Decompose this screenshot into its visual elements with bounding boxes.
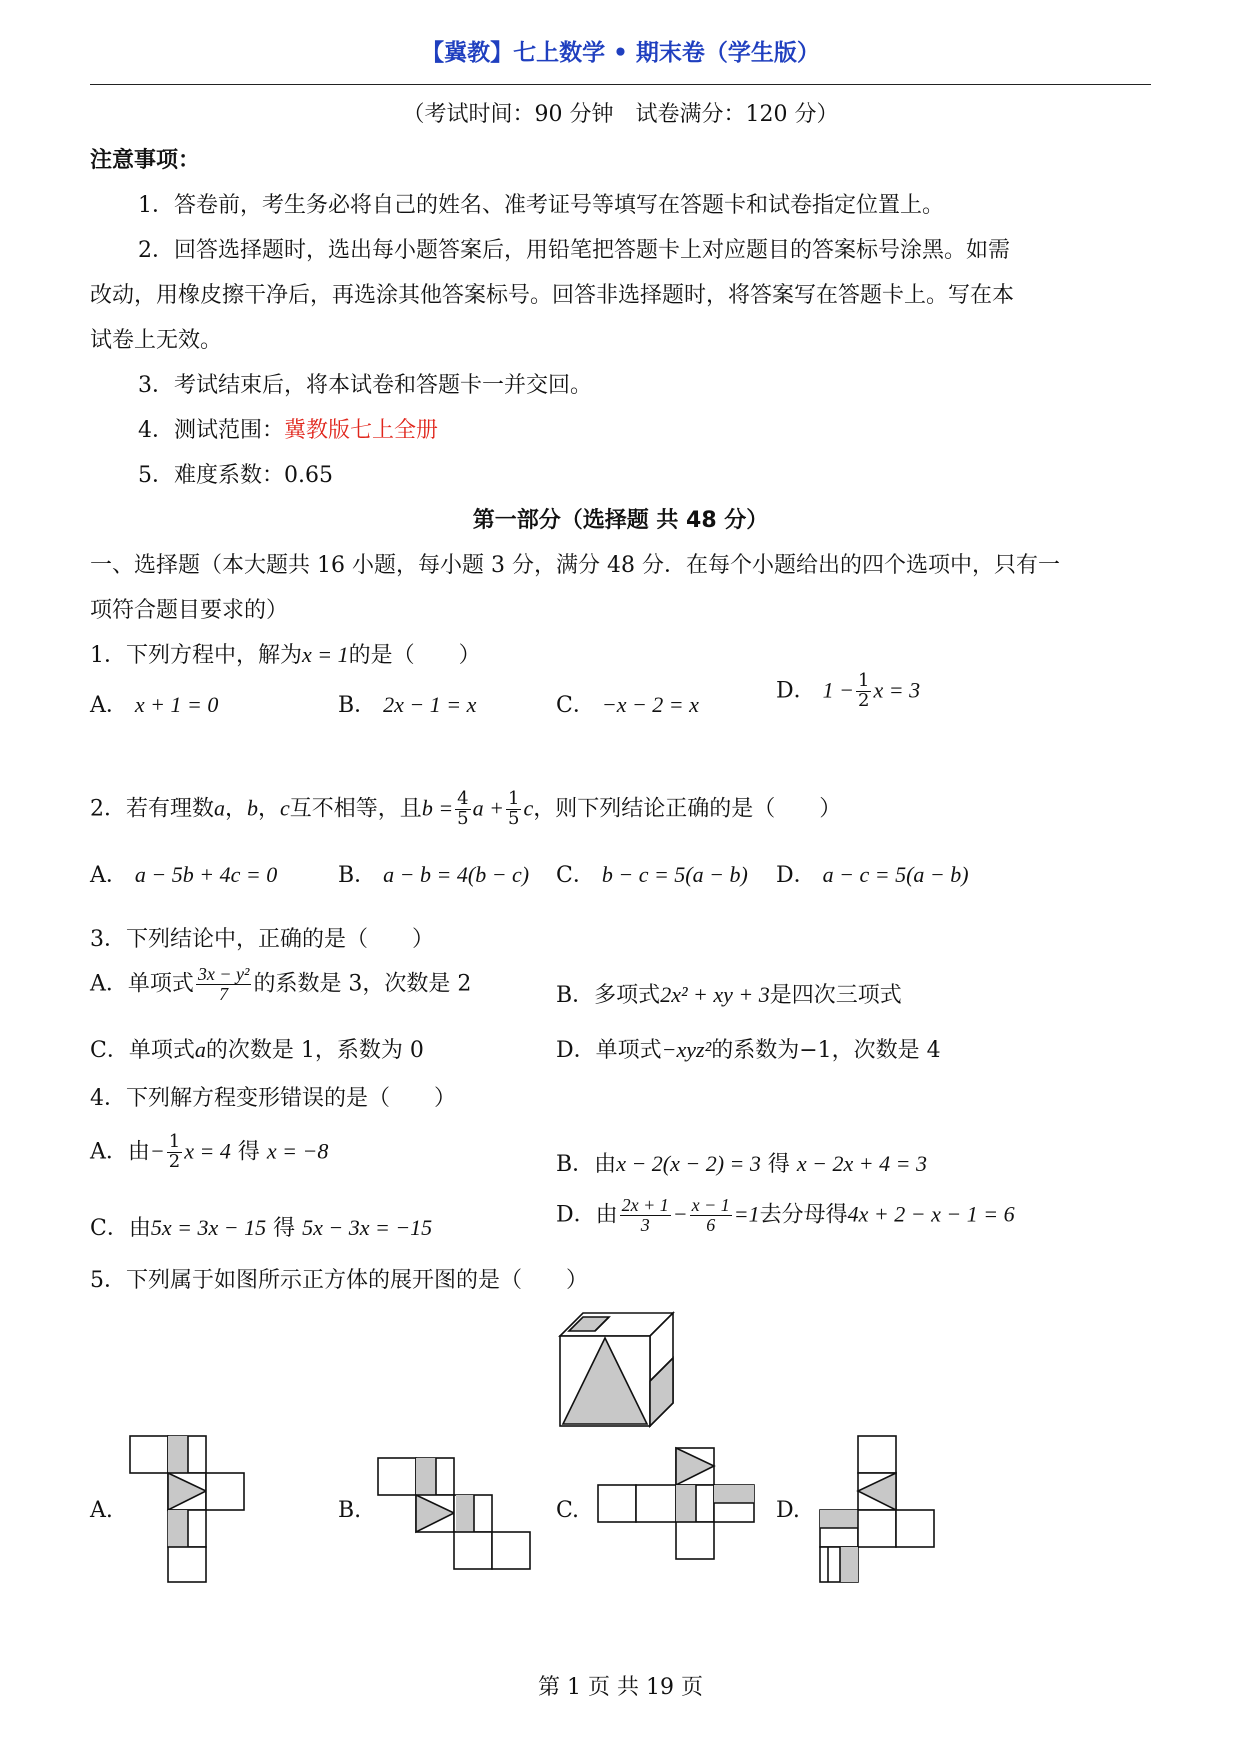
- q4-a-pre: 由: [127, 1139, 150, 1165]
- q2-c-label: C．: [556, 863, 595, 888]
- q3-b-math: 2x² + xy + 3: [660, 982, 770, 1007]
- q4-a-den: 2: [168, 1150, 181, 1172]
- q1-option-c: [556, 688, 699, 719]
- q3-a-den: 7: [219, 983, 229, 1004]
- q2-option-c: [556, 858, 748, 889]
- net-c-shade-2: [714, 1485, 754, 1503]
- q3-d-post: 的系数为−1，次数是 4: [711, 1038, 941, 1063]
- q4-c-mid: 得: [273, 1216, 296, 1241]
- q2-sep-1: ，: [225, 796, 248, 822]
- q1-b-math: 2x − 1 = x: [383, 692, 477, 717]
- question-5-stem: 5．下列属于如图所示正方体的展开图的是（ ）: [90, 1268, 588, 1293]
- q5-option-a-label: A.: [90, 1498, 113, 1523]
- q4-d-fraction-2: [690, 1196, 732, 1235]
- net-d-face-4: [858, 1510, 896, 1547]
- note-item-2-line-1: 2．回答选择题时，选出每小题答案后，用铅笔把答题卡上对应题目的答案标号涂黑。如需: [138, 238, 1011, 263]
- q2-stem-text: 2．若有理数: [90, 796, 214, 822]
- q2-num-2: 1: [507, 788, 520, 809]
- section-intro-line-2: 项符合题目要求的）: [90, 598, 289, 623]
- exam-info: （考试时间：90 分钟 试卷满分：120 分）: [402, 102, 839, 127]
- net-option-c: [596, 1446, 766, 1576]
- q1-d-fraction: [856, 672, 871, 711]
- q3-option-c: [90, 1033, 424, 1064]
- q4-option-a: [90, 1133, 328, 1172]
- q1-d-pre: 1 −: [822, 677, 854, 703]
- q2-eq-pre: b =: [421, 795, 454, 821]
- q4-d-den-2: 6: [706, 1214, 716, 1235]
- page-footer: 第 1 页 共 19 页: [538, 1675, 703, 1700]
- notes-heading: 注意事项：: [90, 148, 201, 173]
- q2-var-c: c: [280, 795, 290, 821]
- q2-d-math: a − c = 5(a − b): [822, 862, 969, 887]
- q3-a-fraction: [196, 965, 252, 1004]
- q2-num-1: 4: [457, 788, 469, 809]
- q2-stem-mid: 互不相等，且: [289, 796, 422, 822]
- note-item-4-label: 4．测试范围：: [138, 418, 284, 443]
- net-b-face-5: [454, 1532, 492, 1569]
- q5-option-c-label: C.: [556, 1498, 580, 1523]
- q4-d-pre: 由: [595, 1202, 618, 1228]
- q2-stem-end: ，则下列结论正确的是（ ）: [533, 796, 842, 822]
- q4-c-res: 5x − 3x = −15: [302, 1215, 433, 1240]
- q4-a-fraction: [167, 1133, 182, 1172]
- q1-d-den: 2: [858, 689, 870, 711]
- net-a-face-4: [206, 1473, 244, 1510]
- q4-c-pre: 由: [128, 1216, 151, 1241]
- q2-sep-2: ，: [258, 796, 281, 822]
- net-c-face-3: [636, 1485, 676, 1522]
- net-d-face-5: [896, 1510, 934, 1547]
- q2-var-a: a: [214, 795, 225, 821]
- q1-option-b: [338, 688, 476, 719]
- q2-option-d: [776, 858, 969, 889]
- net-b-face-1: [378, 1458, 416, 1495]
- net-b-shade-2: [456, 1495, 474, 1532]
- net-c-face-2: [598, 1485, 636, 1522]
- q1-c-math: −x − 2 = x: [601, 692, 699, 717]
- net-c-shade-1: [676, 1485, 696, 1522]
- q3-option-d: [556, 1033, 941, 1064]
- net-b-shade-1: [416, 1458, 436, 1495]
- net-option-b: [376, 1456, 536, 1571]
- q2-den-1: 5: [457, 807, 469, 829]
- question-2-stem: [90, 790, 841, 829]
- document-title: 【冀教】七上数学 • 期末卷（学生版）: [421, 40, 820, 66]
- section-intro-line-1: 一、选择题（本大题共 16 小题，每小题 3 分，满分 48 分．在每个小题给出的四个选项中，只有一: [90, 553, 1060, 578]
- q2-eq-mid: a +: [472, 795, 504, 821]
- q4-d-mid: 去分母得: [759, 1202, 848, 1228]
- q5-option-b-label: B.: [338, 1498, 362, 1523]
- q2-d-label: D．: [776, 863, 816, 888]
- net-d-shade-1: [820, 1510, 858, 1528]
- q2-option-b: [338, 858, 529, 889]
- note-item-3: 3．考试结束后，将本试卷和答题卡一并交回。: [138, 373, 592, 398]
- q3-option-a: [90, 965, 471, 1004]
- q3-b-label: B．: [556, 983, 595, 1008]
- q2-c-math: b − c = 5(a − b): [601, 862, 748, 887]
- q3-a-label: A．: [90, 971, 128, 997]
- q3-option-b: [556, 978, 902, 1009]
- net-d-face-1: [858, 1436, 896, 1473]
- q4-c-eq: 5x = 3x − 15: [150, 1215, 267, 1240]
- q2-option-a: [90, 858, 277, 889]
- question-3-stem: 3．下列结论中，正确的是（ ）: [90, 927, 434, 952]
- q3-a-num: 3x − y²: [197, 964, 250, 984]
- q4-option-b: [556, 1147, 927, 1178]
- net-a-face-6: [168, 1547, 206, 1582]
- q4-b-eq: x − 2(x − 2) = 3: [616, 1151, 761, 1176]
- q1-d-post: x = 3: [873, 677, 921, 703]
- q4-d-den-1: 3: [640, 1214, 650, 1235]
- q2-eq-post: c: [523, 795, 534, 821]
- q1-stem-text: 1．下列方程中，解为: [90, 643, 302, 668]
- q4-a-num: 1: [168, 1131, 181, 1152]
- note-item-5: 5．难度系数：0.65: [138, 463, 333, 488]
- cube-figure: [555, 1308, 680, 1428]
- q4-a-mid: 得: [237, 1139, 260, 1165]
- question-4-stem: 4．下列解方程变形错误的是（ ）: [90, 1086, 456, 1111]
- section-title: 第一部分（选择题 共 48 分）: [472, 508, 769, 533]
- q3-a-pre: 单项式: [127, 971, 194, 997]
- q3-b-pre: 多项式: [594, 983, 661, 1008]
- q5-option-d-label: D.: [776, 1498, 800, 1523]
- q1-b-label: B．: [338, 693, 377, 718]
- q1-stem-end: 的是（ ）: [348, 643, 481, 668]
- q4-d-num-1: 2x + 1: [621, 1195, 669, 1215]
- note-item-2-line-3: 试卷上无效。: [90, 328, 223, 353]
- net-a-face-1: [130, 1436, 168, 1473]
- q4-d-eq: =1: [733, 1201, 760, 1227]
- net-b-face-6: [492, 1532, 530, 1569]
- question-1-stem: [90, 638, 481, 669]
- net-a-shade-2: [168, 1510, 188, 1547]
- net-c-face-6: [676, 1522, 714, 1559]
- net-d-shade-2: [840, 1547, 858, 1582]
- note-item-2-line-2: 改动，用橡皮擦干净后，再选涂其他答案标号。回答非选择题时，将答案写在答题卡上。写在本: [90, 283, 1015, 308]
- q4-d-label: D．: [556, 1202, 596, 1228]
- q3-d-label: D．: [556, 1038, 596, 1063]
- q2-var-b: b: [247, 795, 259, 821]
- q1-c-label: C．: [556, 693, 595, 718]
- q2-fraction-2: [506, 790, 521, 829]
- q1-option-a: [90, 688, 218, 719]
- q4-a-label: A．: [90, 1139, 128, 1165]
- net-option-d: [814, 1434, 939, 1584]
- q4-option-d: [556, 1196, 1015, 1235]
- q1-option-d: [776, 672, 920, 711]
- q4-a-eq: x = 4: [184, 1138, 231, 1164]
- net-option-a: [128, 1434, 248, 1584]
- q4-b-res: x − 2x + 4 = 3: [796, 1151, 927, 1176]
- q3-c-post: 的次数是 1，系数为 0: [205, 1038, 424, 1063]
- q4-b-pre: 由: [594, 1152, 617, 1177]
- q2-fraction-1: [455, 790, 470, 829]
- q2-b-label: B．: [338, 863, 377, 888]
- q4-option-c: [90, 1211, 432, 1242]
- header-rule: [90, 84, 1151, 85]
- q1-a-label: A．: [90, 693, 128, 718]
- q3-a-post: 的系数是 3，次数是 2: [253, 971, 472, 997]
- q4-b-mid: 得: [767, 1152, 790, 1177]
- q2-den-2: 5: [507, 807, 520, 829]
- q3-c-pre: 单项式: [128, 1038, 195, 1063]
- q3-d-math: −xyz²: [661, 1037, 712, 1062]
- q3-d-pre: 单项式: [595, 1038, 662, 1063]
- q4-d-num-2: x − 1: [691, 1195, 730, 1215]
- q1-d-num: 1: [858, 670, 870, 691]
- note-item-1: 1．答卷前，考生务必将自己的姓名、准考证号等填写在答题卡和试卷指定位置上。: [138, 193, 944, 218]
- note-item-4: [138, 413, 438, 444]
- test-scope: 冀教版七上全册: [284, 418, 439, 443]
- q1-d-label: D．: [776, 678, 816, 704]
- net-a-shade-1: [168, 1436, 188, 1473]
- q1-a-math: x + 1 = 0: [134, 692, 219, 717]
- q4-a-minus: −: [149, 1138, 165, 1164]
- q2-a-label: A．: [90, 863, 128, 888]
- q2-a-math: a − 5b + 4c = 0: [134, 862, 278, 887]
- q4-c-label: C．: [90, 1216, 129, 1241]
- q4-d-fraction-1: [620, 1196, 671, 1235]
- q1-stem-math: x = 1: [302, 642, 349, 667]
- q3-c-math: a: [194, 1037, 206, 1062]
- q4-b-label: B．: [556, 1152, 595, 1177]
- q3-b-post: 是四次三项式: [769, 983, 902, 1008]
- q4-d-op: −: [672, 1201, 688, 1227]
- q3-c-label: C．: [90, 1038, 129, 1063]
- q4-a-res: x = −8: [266, 1138, 329, 1164]
- q4-d-res: 4x + 2 − x − 1 = 6: [847, 1201, 1015, 1227]
- q2-b-math: a − b = 4(b − c): [383, 862, 530, 887]
